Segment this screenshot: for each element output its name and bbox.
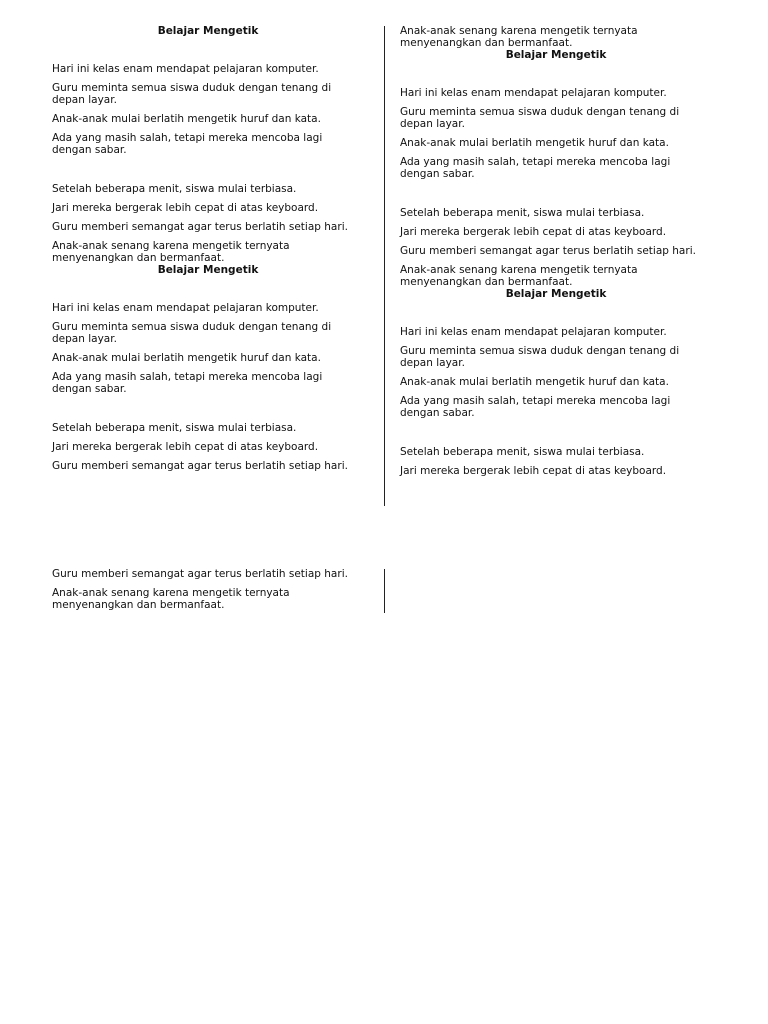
- paragraph: Anak-anak senang karena mengetik ternyata menyenangkan dan bermanfaat.: [52, 587, 290, 611]
- paragraph: Guru meminta semua siswa duduk dengan tenang di depan layar.: [400, 345, 680, 369]
- spacer: [400, 219, 712, 226]
- spacer: [52, 434, 364, 441]
- spacer: [52, 345, 364, 352]
- column-divider: [384, 26, 385, 506]
- spacer: [400, 238, 712, 245]
- spacer: [52, 214, 364, 221]
- paragraph: Guru memberi semangat agar terus berlatih setiap hari.: [400, 245, 696, 257]
- spacer: [52, 195, 364, 202]
- paragraph: Guru meminta semua siswa duduk dengan tenang di depan layar.: [52, 321, 332, 345]
- spacer: [400, 257, 712, 264]
- paragraph: Anak-anak mulai berlatih mengetik huruf dan kata.: [52, 352, 321, 364]
- paragraph: Ada yang masih salah, tetapi mereka mencoba lagi dengan sabar.: [52, 132, 323, 156]
- spacer: [400, 419, 712, 446]
- paragraph: Hari ini kelas enam mendapat pelajaran komputer.: [400, 87, 667, 99]
- spacer: [52, 314, 364, 321]
- paragraph: Guru memberi semangat agar terus berlatih setiap hari.: [52, 460, 348, 472]
- paragraph: Hari ini kelas enam mendapat pelajaran komputer.: [400, 326, 667, 338]
- paragraph: Anak-anak senang karena mengetik ternyata menyenangkan dan bermanfaat.: [400, 25, 638, 49]
- paragraph: Jari mereka bergerak lebih cepat di atas keyboard.: [52, 441, 319, 453]
- paragraph: Guru meminta semua siswa duduk dengan tenang di depan layar.: [52, 82, 332, 106]
- spacer: [52, 395, 364, 422]
- spacer: [52, 156, 364, 183]
- spacer: [400, 338, 712, 345]
- page1-left-column: [52, 25, 364, 472]
- paragraph: Jari mereka bergerak lebih cepat di atas keyboard.: [52, 202, 319, 214]
- page2-left-column: [52, 568, 364, 611]
- spacer: [400, 458, 712, 465]
- paragraph: Ada yang masih salah, tetapi mereka mencoba lagi dengan sabar.: [52, 371, 323, 395]
- paragraph: Setelah beberapa menit, siswa mulai terbiasa.: [400, 446, 645, 458]
- paragraph: Ada yang masih salah, tetapi mereka mencoba lagi dengan sabar.: [400, 395, 671, 419]
- spacer: [52, 37, 364, 63]
- paragraph: Setelah beberapa menit, siswa mulai terbiasa.: [52, 422, 297, 434]
- paragraph: Guru memberi semangat agar terus berlatih setiap hari.: [52, 568, 348, 580]
- spacer: [400, 369, 712, 376]
- section-title: Belajar Mengetik: [157, 264, 259, 276]
- spacer: [52, 453, 364, 460]
- spacer: [400, 180, 712, 207]
- paragraph: Setelah beberapa menit, siswa mulai terbiasa.: [52, 183, 297, 195]
- paragraph: Anak-anak mulai berlatih mengetik huruf dan kata.: [52, 113, 321, 125]
- spacer: [52, 364, 364, 371]
- paragraph: Anak-anak mulai berlatih mengetik huruf dan kata.: [400, 137, 669, 149]
- paragraph: Jari mereka bergerak lebih cepat di atas keyboard.: [400, 465, 667, 477]
- spacer: [52, 580, 364, 587]
- spacer: [52, 75, 364, 82]
- paragraph: Guru memberi semangat agar terus berlatih setiap hari.: [52, 221, 348, 233]
- paragraph: Anak-anak senang karena mengetik ternyata menyenangkan dan bermanfaat.: [400, 264, 638, 288]
- spacer: [52, 125, 364, 132]
- spacer: [400, 130, 712, 137]
- section-title: Belajar Mengetik: [505, 288, 607, 300]
- page1-right-column: [400, 25, 712, 477]
- paragraph: Setelah beberapa menit, siswa mulai terbiasa.: [400, 207, 645, 219]
- spacer: [52, 106, 364, 113]
- spacer: [400, 61, 712, 87]
- spacer: [400, 99, 712, 106]
- section-title: Belajar Mengetik: [157, 25, 259, 37]
- section-title: Belajar Mengetik: [505, 49, 607, 61]
- spacer: [400, 388, 712, 395]
- paragraph: Hari ini kelas enam mendapat pelajaran komputer.: [52, 302, 319, 314]
- spacer: [400, 149, 712, 156]
- paragraph: Anak-anak senang karena mengetik ternyata menyenangkan dan bermanfaat.: [52, 240, 290, 264]
- column-divider: [384, 569, 385, 613]
- paragraph: Ada yang masih salah, tetapi mereka mencoba lagi dengan sabar.: [400, 156, 671, 180]
- paragraph: Jari mereka bergerak lebih cepat di atas keyboard.: [400, 226, 667, 238]
- paragraph: Guru meminta semua siswa duduk dengan tenang di depan layar.: [400, 106, 680, 130]
- spacer: [400, 300, 712, 326]
- spacer: [52, 276, 364, 302]
- paragraph: Anak-anak mulai berlatih mengetik huruf dan kata.: [400, 376, 669, 388]
- spacer: [52, 233, 364, 240]
- paragraph: Hari ini kelas enam mendapat pelajaran komputer.: [52, 63, 319, 75]
